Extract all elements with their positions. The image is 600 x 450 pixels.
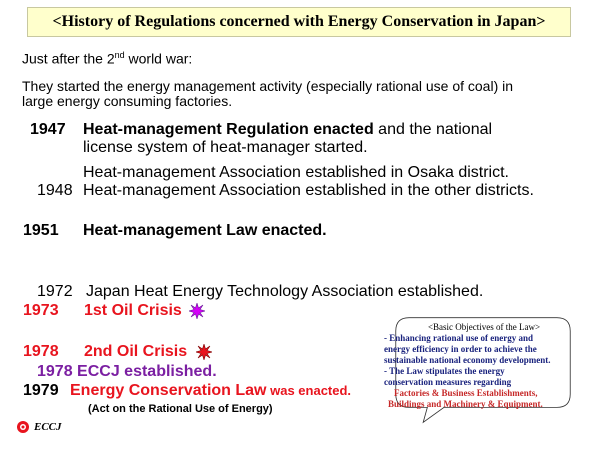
intro-line-2: They started the energy management activity (especially rational use of coal) in [22,78,514,94]
event-1951: Heat-management Law enacted. [83,222,327,239]
event-1978-eccj: 1978 ECCJ established. [37,363,217,380]
event-1947-rest: and the national [373,121,493,138]
year-1973: 1973 [23,302,59,319]
year-1979: 1979 [23,382,59,399]
event-1948: Heat-management Association established in the other districts. [83,182,534,199]
bubble-title: <Basic Objectives of the Law> [427,322,541,332]
eccj-logo-text: ECCJ [34,421,62,433]
bubble-line-1: - Enhancing rational use of energy and [384,333,534,343]
intro-sup: nd [114,50,125,60]
bubble-line-3: sustainable national economy development. [384,355,551,365]
event-1979 [70,382,351,400]
intro-line-1 [22,50,192,67]
bubble-line-6: Factories & Business Establishments, [394,388,538,398]
eccj-logo-icon [16,420,30,434]
bubble-line-7: Buildings and Machinery & Equipment. [388,399,543,409]
bubble-line-4: - The Law stipulates the energy [384,366,505,376]
event-1972: Japan Heat Energy Technology Association established. [86,283,484,300]
event-1947 [83,121,492,139]
event-1979-sub: (Act on the Rational Use of Energy) [88,403,273,415]
burst-icon-red [196,344,212,360]
bubble-line-2: energy efficiency in order to achieve the [384,344,537,354]
year-1947: 1947 [30,121,66,138]
event-1979-rest: was enacted. [266,383,352,398]
event-1947-bold: Heat-management Regulation enacted [83,121,374,138]
page-title: <History of Regulations concerned with Energy Conservation in Japan> [27,7,571,37]
year-1972: 1972 [37,283,73,300]
event-1978: 2nd Oil Crisis [84,343,188,360]
event-1947-line3: Heat-management Association established in Osaka district. [83,164,509,181]
intro-text-post: world war: [124,50,193,67]
event-1979-bold: Energy Conservation Law [70,382,267,399]
intro-text-pre: Just after the 2 [22,50,115,67]
event-1947-line2: license system of heat-manager started. [83,139,368,156]
year-1948: 1948 [37,182,73,199]
year-1978: 1978 [23,343,59,360]
burst-icon-magenta [189,303,205,319]
year-1951: 1951 [23,222,59,239]
bubble-text [384,322,584,410]
bubble-line-5: conservation measures regarding [384,377,512,387]
intro-line-3: large energy consuming factories. [22,93,233,109]
event-1973: 1st Oil Crisis [84,302,182,319]
